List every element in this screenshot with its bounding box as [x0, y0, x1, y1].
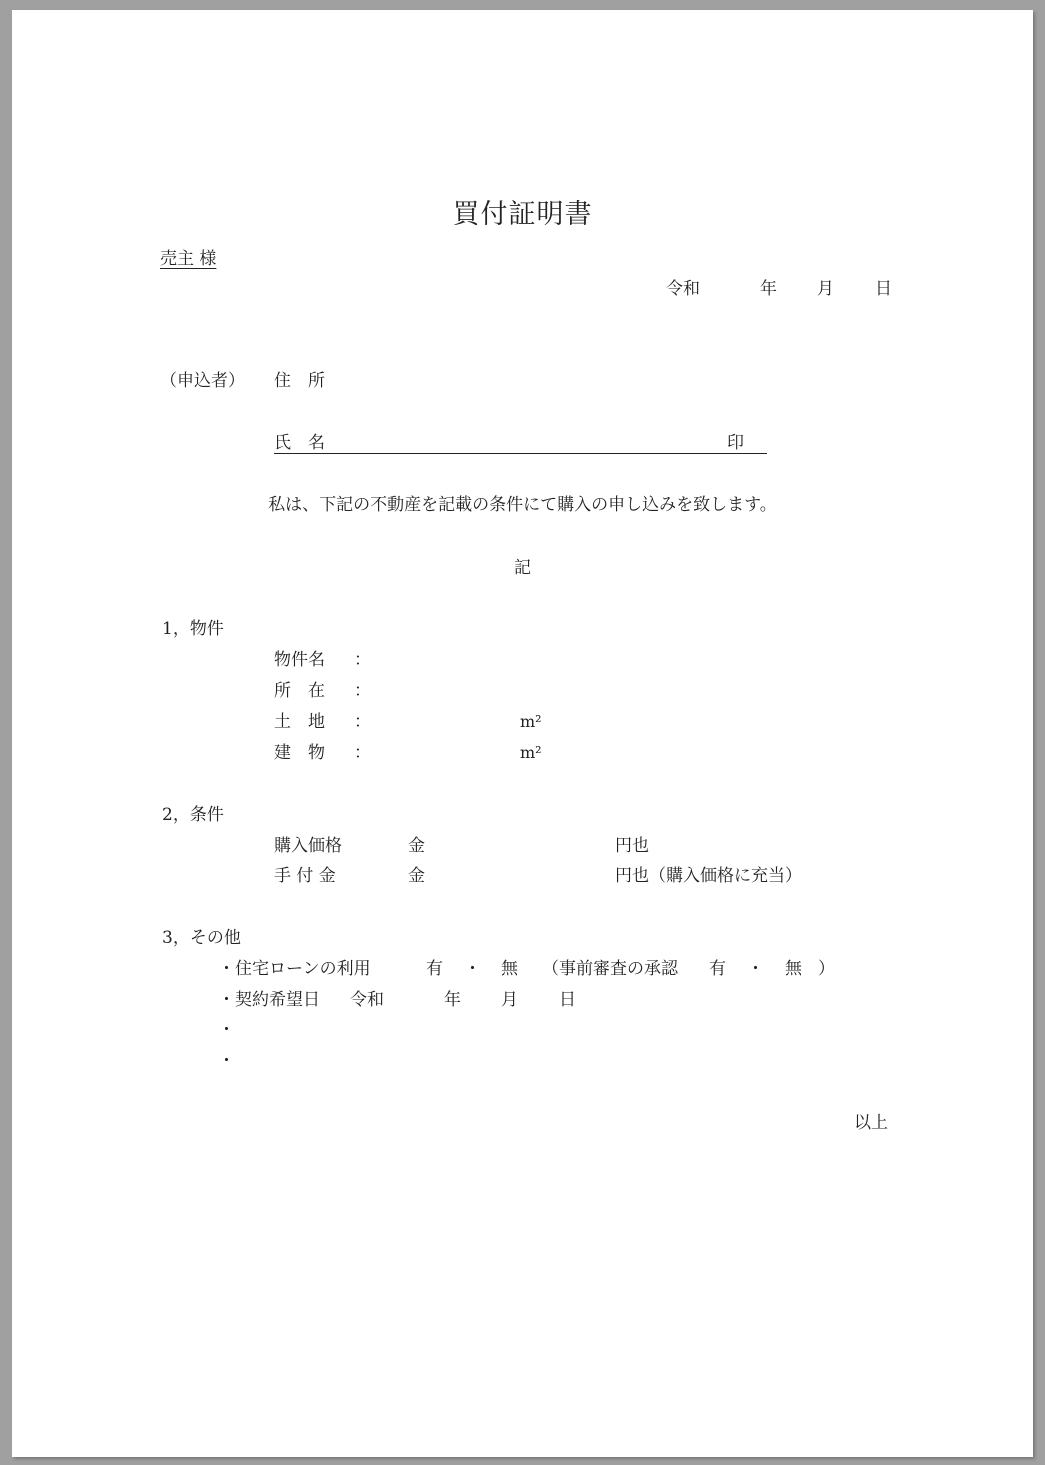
section1-heading: 1，物件 [162, 619, 224, 639]
ki-label: 記 [514, 558, 531, 578]
purchase-price-kin: 金 [408, 836, 425, 856]
signature-line [274, 453, 767, 454]
land-colon: ： [354, 712, 371, 732]
deposit-kin: 金 [408, 866, 425, 886]
land-unit: m² [520, 712, 542, 731]
loan-yes: 有 [426, 959, 443, 979]
property-name-label: 物件名 [274, 650, 325, 670]
section2-heading: 2，条件 [162, 805, 224, 825]
location-colon: ： [354, 681, 371, 701]
applicant-label: （申込者） [160, 371, 245, 391]
contract-date-label: ・契約希望日 [218, 990, 320, 1010]
recipient-label: 売主 様 [160, 249, 217, 269]
property-name-colon: ： [354, 650, 371, 670]
blank-bullet-1: ・ [218, 1020, 235, 1040]
pre-approval-close: ） [818, 959, 835, 979]
date-day-unit: 日 [875, 279, 892, 299]
date-year-unit: 年 [760, 279, 777, 299]
document-page [12, 10, 1033, 1457]
pre-approval-no: 無 [785, 959, 802, 979]
loan-no: 無 [501, 959, 518, 979]
loan-label: ・住宅ローンの利用 [218, 959, 371, 979]
purchase-price-label: 購入価格 [274, 836, 342, 856]
seal-label: 印 [727, 433, 744, 453]
pre-approval-label: （事前審査の承認 [542, 959, 678, 979]
deposit-suffix: 円也（購入価格に充当） [615, 866, 802, 886]
address-label: 住 所 [274, 371, 325, 391]
blank-bullet-2: ・ [218, 1051, 235, 1071]
contract-date-era: 令和 [350, 990, 384, 1010]
loan-separator: ・ [464, 959, 481, 979]
closing-text: 以上 [854, 1113, 888, 1133]
contract-date-year-unit: 年 [444, 990, 461, 1010]
building-colon: ： [354, 743, 371, 763]
date-month-unit: 月 [817, 279, 834, 299]
purchase-price-suffix: 円也 [615, 836, 649, 856]
land-label: 土 地 [274, 712, 325, 732]
contract-date-day-unit: 日 [559, 990, 576, 1010]
building-label: 建 物 [274, 743, 325, 763]
date-era: 令和 [666, 279, 700, 299]
statement-text: 私は、下記の不動産を記載の条件にて購入の申し込みを致します。 [268, 495, 777, 515]
document-title: 買付証明書 [452, 199, 593, 230]
location-label: 所 在 [274, 681, 325, 701]
contract-date-month-unit: 月 [501, 990, 518, 1010]
deposit-label: 手 付 金 [274, 866, 336, 886]
pre-approval-yes: 有 [709, 959, 726, 979]
building-unit: m² [520, 743, 542, 762]
pre-approval-separator: ・ [747, 959, 764, 979]
section3-heading: 3，その他 [162, 928, 241, 948]
name-label: 氏 名 [274, 433, 325, 453]
